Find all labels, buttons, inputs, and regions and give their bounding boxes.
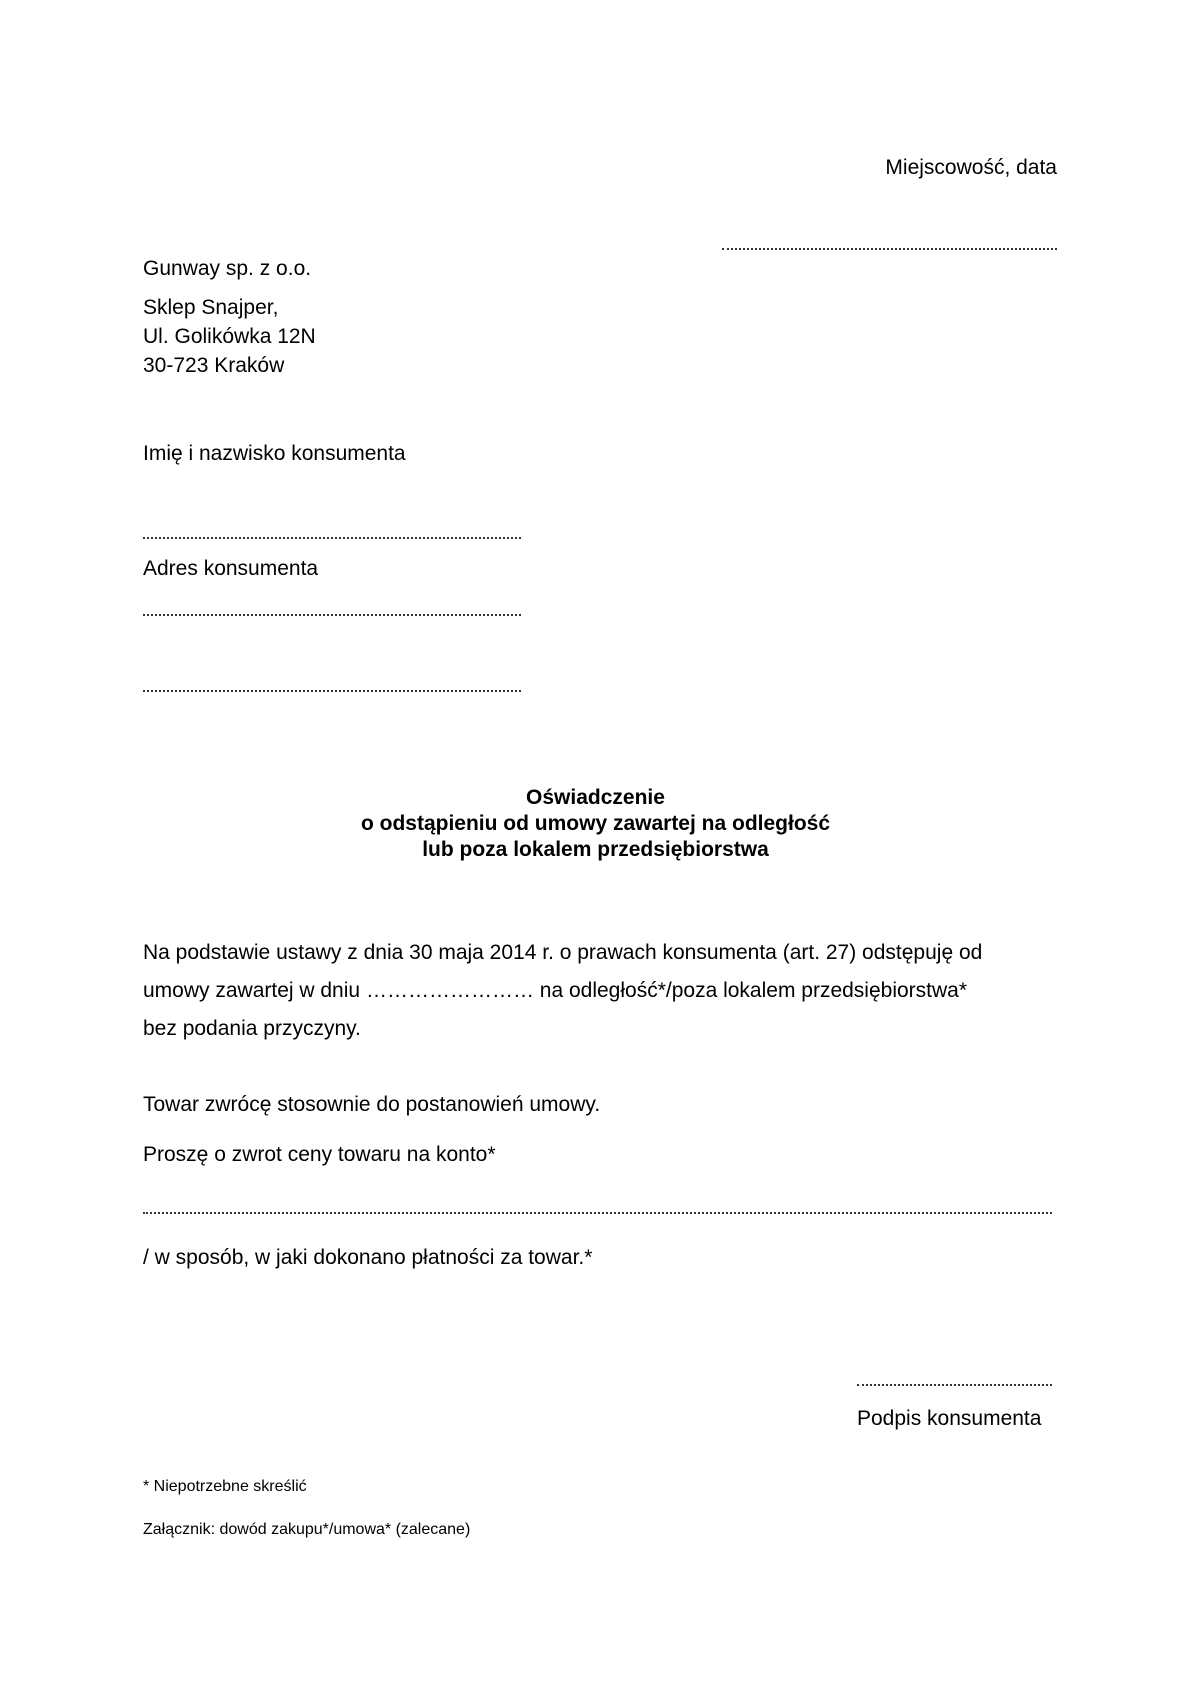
body-paragraph-line-1: Na podstawie ustawy z dnia 30 maja 2014 r. o prawach konsumenta (art. 27) odstępuję od	[143, 941, 983, 964]
title-line-3: lub poza lokalem przedsiębiorstwa	[422, 838, 769, 861]
recipient-street: Ul. Golikówka 12N	[143, 325, 316, 348]
recipient-company: Gunway sp. z o.o.	[143, 257, 312, 280]
consumer-address-label: Adres konsumenta	[143, 557, 319, 580]
place-date-label: Miejscowość, data	[885, 156, 1057, 179]
consumer-address-field-2[interactable]	[143, 690, 521, 692]
consumer-address-field-1[interactable]	[143, 614, 521, 616]
refund-request: Proszę o zwrot ceny towaru na konto*	[143, 1143, 496, 1166]
return-goods-statement: Towar zwrócę stosownie do postanowień umowy.	[143, 1093, 601, 1116]
bank-account-field[interactable]	[143, 1212, 1052, 1214]
consumer-name-field[interactable]	[143, 537, 521, 539]
place-date-field[interactable]	[722, 248, 1057, 250]
contract-date-field[interactable]: ……………………	[365, 979, 534, 1002]
contract-type-options: na odległość*/poza lokalem przedsiębiorstwa*	[539, 979, 968, 1002]
signature-field[interactable]	[857, 1384, 1052, 1386]
signature-label: Podpis konsumenta	[857, 1407, 1042, 1430]
title-line-2: o odstąpieniu od umowy zawartej na odległość	[360, 812, 831, 835]
contract-date-prefix: umowy zawartej w dniu	[143, 979, 361, 1002]
document-title	[0, 785, 1191, 863]
refund-alternative: / w sposób, w jaki dokonano płatności za towar.*	[143, 1246, 593, 1269]
strike-note: * Niepotrzebne skreślić	[143, 1478, 307, 1495]
recipient-city: 30-723 Kraków	[143, 354, 285, 377]
body-paragraph-line-3: bez podania przyczyny.	[143, 1017, 361, 1040]
recipient-shop: Sklep Snajper,	[143, 296, 279, 319]
consumer-name-label: Imię i nazwisko konsumenta	[143, 442, 406, 465]
attachment-note: Załącznik: dowód zakupu*/umowa* (zalecane)	[143, 1521, 471, 1538]
title-line-1: Oświadczenie	[526, 786, 665, 809]
body-paragraph-line-2	[143, 978, 967, 1004]
